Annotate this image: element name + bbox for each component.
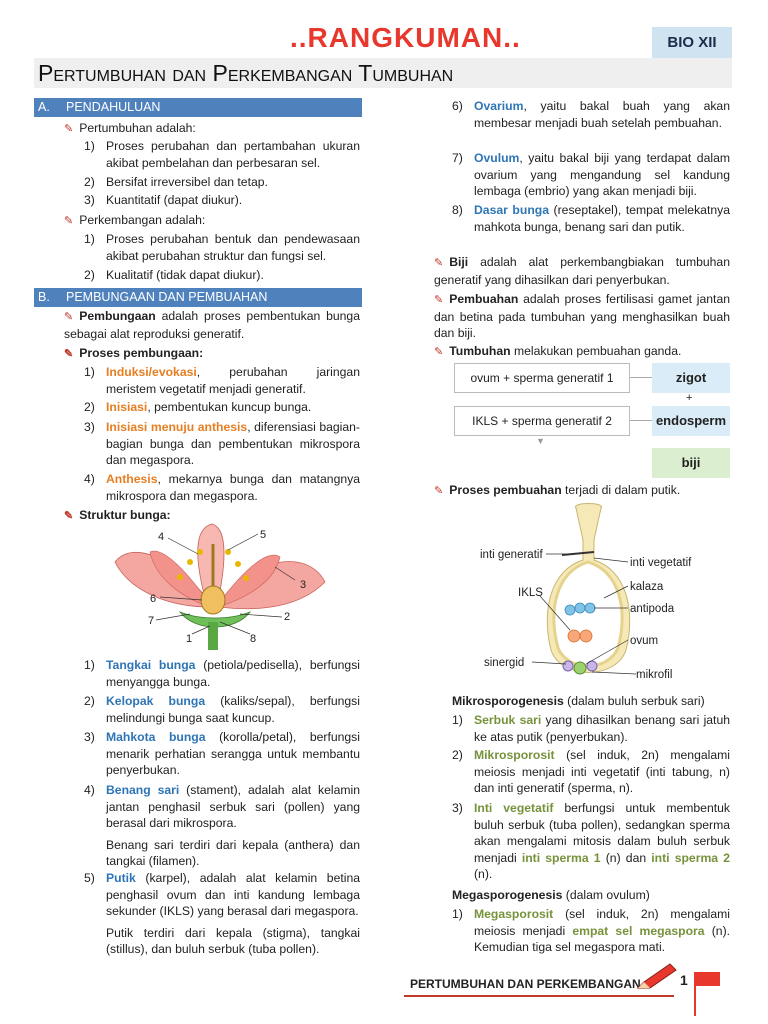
- list-item: 3) Inti vegetatif berfungsi untuk membentuk buluh serbuk (tuba pollen), sedangkan sperma akan mengalami mitosis dalam buluh serbuk menjadi inti sperma 1 (n) dan inti sperma 2 (n).: [452, 801, 731, 881]
- pencil-bullet-icon: ✎: [434, 257, 444, 269]
- flower-label: 7: [148, 615, 155, 627]
- section-a-title: PENDAHULUAN: [66, 100, 161, 114]
- list-item-text: (petiola/pedisella), berfungsi menyangga bunga.: [106, 658, 360, 689]
- list-item-text: berfungsi untuk membentuk buluh serbuk (tuba pollen), sedangkan sperma akan mengalami mitosis dalam buluh serbuk menjadi: [474, 801, 730, 865]
- pencil-bullet-icon: ✎: [434, 346, 444, 358]
- subject-badge: BIO XII: [652, 27, 732, 59]
- perkembangan-heading: [64, 212, 205, 230]
- embryo-sac-shape: [554, 562, 622, 666]
- list-item: 3) Mahkota bunga (korolla/petal), berfungsi menarik perhatian serangga untuk membantu penyerbukan.: [84, 730, 360, 777]
- antipoda-cells: [565, 603, 595, 615]
- list-term: Anthesis: [106, 472, 158, 486]
- mikro-title: Mikrosporogenesis: [452, 694, 564, 708]
- pencil-bullet-icon: ✎: [434, 294, 444, 306]
- ovule-label: sinergid: [484, 657, 525, 669]
- mikro-sub: (dalam buluh serbuk sari): [563, 694, 705, 708]
- list-term: Mikrosporosit: [474, 748, 555, 762]
- ganda-plus: +: [686, 392, 693, 404]
- proses-title: Proses pembungaan:: [79, 346, 204, 360]
- flower-label: 1: [186, 633, 193, 645]
- list-term: Inti vegetatif: [474, 801, 554, 815]
- pencil-bullet-icon: ✎: [434, 485, 444, 497]
- list-item: 7) Ovulum, yaitu bakal biji yang terdapat dalam ovarium yang mengandung sel kandung lembaga (embrio) yang akan menjadi biji.: [452, 151, 730, 198]
- list-item-text: (kaliks/sepal), berfungsi melindungi bunga saat kuncup.: [106, 694, 360, 725]
- section-b-title: PEMBUNGAAN DAN PEMBUAHAN: [66, 290, 268, 304]
- section-a-letter: A.: [38, 100, 50, 114]
- tumbuhan-term: Tumbuhan: [449, 344, 511, 358]
- list-item-extra: Putik terdiri dari kepala (stigma), tangkai (stillus), dan buluh serbuk (tuba pollen).: [106, 925, 360, 956]
- pertumbuhan-term: Pertumbuhan: [79, 121, 153, 135]
- flower-label: 6: [150, 593, 157, 605]
- flower-label: 4: [158, 531, 165, 543]
- pencil-icon: [634, 962, 678, 992]
- list-item: 1) Serbuk sari yang dihasilkan benang sari jatuh ke atas putik (penyerbukan).: [452, 713, 731, 744]
- pembungaan-paragraph: [64, 308, 360, 342]
- pembungaan-text: adalah proses pembentukan bunga sebagai alat reproduksi generatif.: [64, 309, 360, 341]
- list-item-text: yang dihasilkan benang sari jatuh ke atas putik (penyerbukan).: [474, 713, 731, 744]
- pembuahan-text: adalah proses fertilisasi gamet jantan dan betina pada tumbuhan yang menghasilkan buah dan biji.: [434, 292, 730, 340]
- ovule-diagram: [476, 500, 706, 688]
- list-item: 1) Proses perubahan bentuk dan pendewasaan akibat perubahan struktur dan fungsi sel.: [84, 232, 360, 263]
- list-item-text: (karpel), adalah alat kelamin betina penghasil ovum dan inti kandung lembaga sekunder (IKLS) yang berasal dari megaspora.: [106, 871, 360, 918]
- list-term: inti sperma 1: [521, 850, 601, 865]
- ovule-label: kalaza: [630, 581, 664, 593]
- list-item: 6) Ovarium, yaitu bakal buah yang akan membesar menjadi buah setelah pembuahan.: [452, 99, 730, 130]
- list-item-text: Kuantitatif (dapat diukur).: [106, 193, 243, 207]
- putik-paragraph: [434, 482, 730, 500]
- list-item-text: (reseptakel), tempat melekatnya mahkota bunga, benang sari dan putik.: [474, 203, 730, 234]
- pembuahan-term: Pembuahan: [449, 292, 519, 306]
- ganda-row1-box: ovum + sperma generatif 1: [454, 363, 630, 393]
- pencil-bullet-icon: ✎: [64, 123, 74, 135]
- footer-text: PERTUMBUHAN DAN PERKEMBANGAN: [410, 977, 641, 991]
- list-term: Serbuk sari: [474, 713, 542, 727]
- list-term: inti sperma 2: [651, 850, 731, 865]
- list-item-text: Proses perubahan dan pertambahan ukuran akibat pembelahan dan perbesaran sel.: [106, 139, 360, 170]
- list-item-extra: Benang sari terdiri dari kepala (anthera) dan tangkai (filamen).: [106, 837, 360, 868]
- list-item-text: (n). Kemudian tiga sel megaspora mati.: [474, 923, 731, 954]
- list-item-text: Proses perubahan bentuk dan pendewasaan akibat perubahan struktur dan fungsi sel.: [106, 232, 360, 263]
- pembuahan-paragraph: [434, 291, 730, 342]
- list-item-text: Kualitatif (tidak dapat diukur).: [106, 268, 264, 282]
- ovule-label: inti generatif: [480, 549, 543, 561]
- list-item-text: (n) dan: [600, 850, 652, 865]
- biji-text: adalah alat perkembangbiakan tumbuhan generatif yang dihasilkan dari penyerbukan.: [434, 255, 730, 287]
- flower-diagram: [110, 522, 330, 650]
- putik-term: Proses pembuahan: [449, 483, 562, 497]
- pertumbuhan-suffix: adalah:: [152, 121, 196, 135]
- list-item-text: , mekarnya bunga dan matangnya mikrospora dan megaspora.: [106, 472, 360, 503]
- list-item-text: Bersifat irreversibel dan tetap.: [106, 175, 268, 189]
- tumbuhan-text: melakukan pembuahan ganda.: [510, 344, 682, 358]
- list-term: Tangkai bunga: [106, 658, 196, 672]
- perkembangan-suffix: adalah:: [161, 213, 206, 227]
- list-item: 2) Mikrosporosit (sel induk, 2n) mengalami meiosis menjadi inti vegetatif (inti tabung, n) dan inti generatif (sperma, n).: [452, 748, 730, 795]
- ovule-label: antipoda: [630, 603, 675, 615]
- list-item: 1) Induksi/evokasi, perubahan jaringan meristem vegetatif menjadi generatif.: [84, 365, 360, 396]
- endosperm-box: endosperm: [652, 406, 730, 436]
- list-item-text: (sel induk, 2n) mengalami meiosis menjadi inti vegetatif (inti tabung, n) dan inti generatif (sperma, n).: [474, 748, 730, 795]
- pembungaan-term: Pembungaan: [79, 309, 156, 323]
- section-b-header: [34, 288, 362, 307]
- biji-paragraph: [434, 254, 730, 288]
- list-item-text: (n).: [474, 867, 493, 881]
- zigot-box: zigot: [652, 363, 730, 393]
- list-term: Induksi/evokasi: [106, 365, 197, 379]
- flower-label: 2: [284, 611, 291, 623]
- list-item-text: , perubahan jaringan meristem vegetatif menjadi generatif.: [106, 365, 360, 396]
- page-heading: ..RANGKUMAN..: [290, 22, 521, 53]
- pertumbuhan-heading: [64, 120, 196, 138]
- list-item: 4) Benang sari (stament), adalah alat kelamin jantan penghasil serbuk sari (pollen) yang berasal dari mikrospora. Benang sari terdiri dari kepala (anthera) dan tangkai (filamen).: [84, 783, 360, 868]
- list-term: Ovulum: [474, 151, 520, 165]
- list-item-text: , yaitu bakal biji yang terdapat dalam ovarium yang mengandung sel kandung lembaga (embrio) yang akan menjadi biji.: [474, 151, 730, 198]
- list-item: 2) Kelopak bunga (kaliks/sepal), berfungsi melindungi bunga saat kuncup.: [84, 694, 360, 725]
- ovule-label: ovum: [630, 635, 659, 647]
- list-item-text: (korolla/petal), berfungsi menarik perhatian serangga untuk membantu penyerbukan.: [106, 730, 360, 777]
- proses-heading: [64, 345, 203, 363]
- mega-sub: (dalam ovulum): [562, 888, 650, 902]
- mega-title: Megasporogenesis: [452, 888, 563, 902]
- list-item: 3) Kuantitatif (dapat diukur).: [84, 192, 360, 209]
- list-item: 1) Megasporosit (sel induk, 2n) mengalami meiosis menjadi empat sel megaspora (n). Kemudian tiga sel megaspora mati.: [452, 907, 731, 954]
- flower-label: 3: [300, 579, 307, 591]
- putik-text: terjadi di dalam putik.: [561, 483, 681, 497]
- list-item: 1) Tangkai bunga (petiola/pedisella), berfungsi menyangga bunga.: [84, 658, 360, 689]
- down-arrow-icon: ▼: [536, 436, 545, 446]
- pencil-bullet-icon: ✎: [64, 348, 74, 360]
- list-term: Inisiasi: [106, 400, 148, 414]
- list-item-text: , yaitu bakal buah yang akan membesar menjadi buah setelah pembuahan.: [474, 99, 730, 130]
- biji-box: biji: [652, 448, 730, 478]
- list-term: Dasar bunga: [474, 203, 549, 217]
- pencil-bullet-icon: ✎: [64, 215, 74, 227]
- flower-label: 5: [260, 529, 267, 541]
- mikro-heading: [452, 693, 705, 710]
- ovule-label: IKLS: [518, 587, 543, 599]
- ganda-row2-box: IKLS + sperma generatif 2: [454, 406, 630, 436]
- list-term: Mahkota bunga: [106, 730, 206, 744]
- list-item: 2) Kualitatif (tidak dapat diukur).: [84, 267, 360, 284]
- biji-term: Biji: [449, 255, 469, 269]
- struktur-title: Struktur bunga:: [79, 508, 171, 522]
- list-item: 2) Inisiasi, pembentukan kuncup bunga.: [84, 400, 312, 414]
- pencil-bullet-icon: ✎: [64, 311, 74, 323]
- ovary-shape: [201, 586, 225, 614]
- arrow-line: [630, 420, 652, 421]
- list-term: empat sel megaspora: [572, 923, 705, 938]
- pencil-bullet-icon: ✎: [64, 510, 74, 522]
- list-term: Ovarium: [474, 99, 524, 113]
- section-a-header: [34, 98, 362, 117]
- list-item: 4) Anthesis, mekarnya bunga dan matangnya mikrospora dan megaspora.: [84, 472, 360, 503]
- page-subtitle: Pertumbuhan dan Perkembangan Tumbuhan: [34, 58, 732, 88]
- corner-decoration: [694, 972, 720, 1016]
- section-b-letter: B.: [38, 290, 50, 304]
- list-item: 3) Inisiasi menuju anthesis, diferensiasi bagian-bagian bunga dan pembentukan mikrospora dan megaspora.: [84, 420, 360, 467]
- mega-heading: [452, 887, 650, 904]
- list-item: 2) Bersifat irreversibel dan tetap.: [84, 174, 360, 191]
- arrow-line: [630, 377, 652, 378]
- list-term: Kelopak bunga: [106, 694, 206, 708]
- list-item-text: (sel induk, 2n) mengalami meiosis menjadi: [474, 907, 730, 938]
- ovule-label: mikrofil: [636, 669, 673, 681]
- perkembangan-term: Perkembangan: [79, 213, 162, 227]
- list-term: Megasporosit: [474, 907, 554, 921]
- tumbuhan-paragraph: [434, 343, 730, 361]
- ovule-label: inti vegetatif: [630, 557, 692, 569]
- list-item-text: (stament), adalah alat kelamin jantan penghasil serbuk sari (pollen) yang berasal dari mikrospora.: [106, 783, 360, 830]
- list-term: Putik: [106, 871, 136, 885]
- flower-label: 8: [250, 633, 257, 645]
- list-item-text: , diferensiasi bagian-bagian bunga dan pembentukan mikrospora dan megaspora.: [106, 420, 360, 467]
- page-number: 1: [680, 972, 688, 988]
- list-item: 5) Putik (karpel), adalah alat kelamin betina penghasil ovum dan inti kandung lembaga sekunder (IKLS) yang berasal dari megaspora. Putik terdiri dari kepala (stigma), tangkai (stillus), dan buluh serbuk (tuba pollen).: [84, 871, 360, 956]
- list-item-text: , pembentukan kuncup bunga.: [147, 400, 312, 414]
- list-term: Benang sari: [106, 783, 180, 797]
- list-item: 8) Dasar bunga (reseptakel), tempat melekatnya mahkota bunga, benang sari dan putik.: [452, 203, 730, 234]
- list-term: Inisiasi menuju anthesis: [106, 420, 248, 434]
- list-item: 1) Proses perubahan dan pertambahan ukuran akibat pembelahan dan perbesaran sel.: [84, 139, 360, 170]
